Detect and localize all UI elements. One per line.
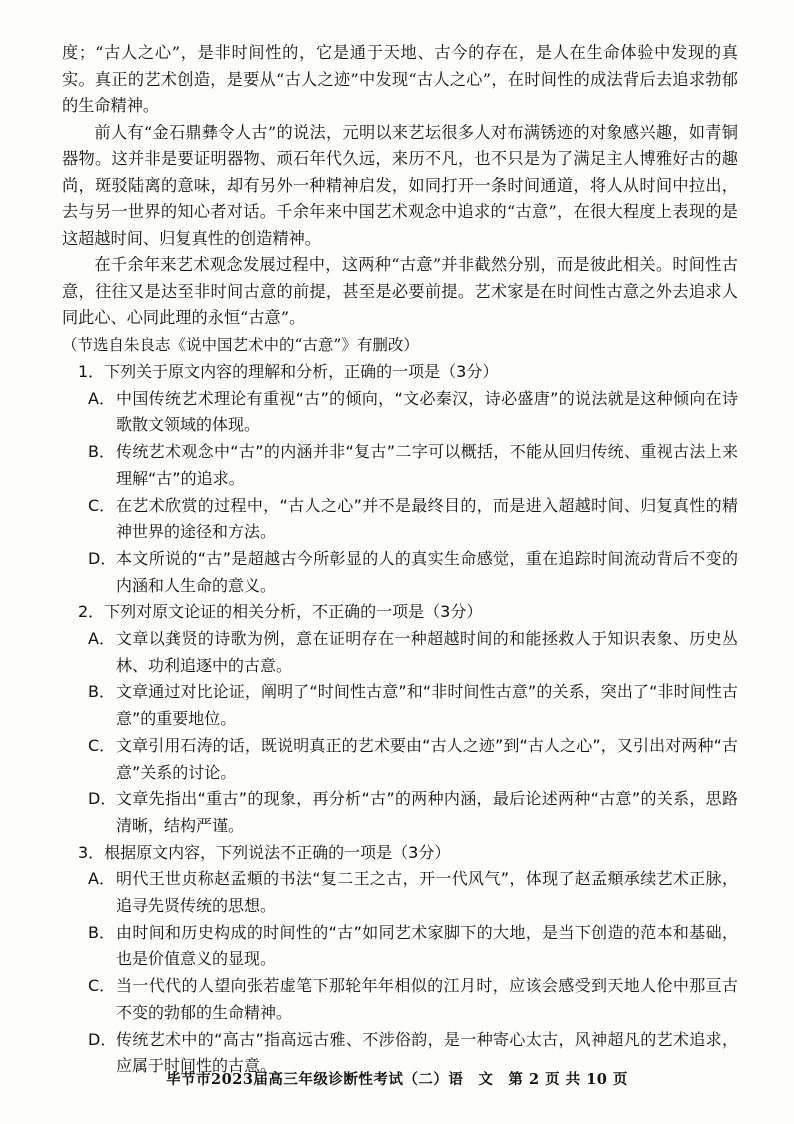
option-text: 传统艺术中的“高古”指高远古雅、不涉俗韵，是一种寄心太古，风神超凡的艺术追求，应属于时间性的古意。 <box>116 1029 738 1076</box>
option-letter: C． <box>88 495 116 515</box>
option-letter: A． <box>88 388 115 408</box>
option-letter: B． <box>88 682 115 702</box>
option-letter: D． <box>88 789 117 809</box>
option-text: 明代王世贞称赵孟頫的书法“复二王之古，开一代风气”，体现了赵孟頫承续艺术正脉，追寻先贤传统的思想。 <box>116 869 738 916</box>
passage-paragraph: 前人有“金石鼎彝令人古”的说法，元明以来艺坛很多人对布满锈迹的对象感兴趣，如青铜器物。这并非是要证明器物、顽石年代久远，来历不凡，也不只是为了满足主人博雅好古的趣尚，斑驳陆离的意味，却有另外一种精神启发，如同打开一条时间通道，将人从时间中拉出，去与另一世界的知心者对话。千余年来中国艺术观念中追求的“古意”，在很大程度上表现的是这超越时间、归复真性的创造精神。 <box>62 122 738 248</box>
question-1 <box>78 359 738 599</box>
option-text: 在艺术欣赏的过程中，“古人之心”并不是最终目的，而是进入超越时间、归复真性的精神世界的途径和方法。 <box>116 495 738 542</box>
option-c <box>78 973 738 1026</box>
page-footer: 毕节市2023届高三年级诊断性考试（二）语 文 第 2 页 共 10 页 <box>166 1071 628 1088</box>
option-text: 由时间和历史构成的时间性的“古”如同艺术家脚下的大地，是当下创造的范本和基础，也是价值意义的显现。 <box>116 922 738 969</box>
option-c <box>78 493 738 546</box>
option-text: 传统艺术观念中“古”的内涵并非“复古”二字可以概括，不能从回归传统、重视古法上来理解“古”的追求。 <box>116 442 738 488</box>
option-letter: B． <box>88 442 115 462</box>
option-a <box>78 386 738 439</box>
option-a <box>78 626 738 679</box>
option-text: 中国传统艺术理论有重视“古”的倾向，“文必秦汉，诗必盛唐”的说法就是这种倾向在诗歌散文领域的体现。 <box>116 388 738 435</box>
option-b <box>78 920 738 973</box>
question-3 <box>78 840 738 1080</box>
option-letter: A． <box>88 629 115 649</box>
option-d <box>78 546 738 599</box>
option-text: 文章先指出“重古”的现象，再分析“古”的两种内涵，最后论述两种“古意”的关系，思路清晰，结构严谨。 <box>116 789 738 835</box>
option-text: 当一代代的人望向张若虚笔下那轮年年相似的江月时，应该会感受到天地人伦中那亘古不变的勃郁的生命精神。 <box>116 976 738 1022</box>
option-letter: D． <box>88 548 117 568</box>
option-letter: C． <box>88 735 116 755</box>
question-stem: 1．下列关于原文内容的理解和分析，正确的一项是（3分） <box>78 362 499 381</box>
option-text: 文章引用石涛的话，既说明真正的艺术要由“古人之迹”到“古人之心”，又引出对两种“古意”关系的讨论。 <box>116 735 738 782</box>
option-d <box>78 786 738 839</box>
passage-paragraph: 度；“古人之心”，是非时间性的，它是通于天地、古今的存在，是人在生命体验中发现的真实。真正的艺术创造，是要从“古人之迹”中发现“古人之心”，在时间性的成法背后去追求勃郁的生命精神。 <box>62 43 738 115</box>
passage-paragraph: 在千余年来艺术观念发展过程中，这两种“古意”并非截然分别，而是彼此相关。时间性古意，往往又是达至非时间古意的前提，甚至是必要前提。艺术家是在时间性古意之外去追求人同此心、心同此理的永恒“古意”。 <box>62 255 738 327</box>
option-text: 文章以龚贤的诗歌为例，意在证明存在一种超越时间的和能拯救人于知识表象、历史丛林、功利追逐中的古意。 <box>116 629 738 675</box>
passage-source: （节选自朱良志《说中国艺术中的“古意”》有删改） <box>62 335 419 354</box>
option-b <box>78 679 738 732</box>
option-c <box>78 733 738 786</box>
option-letter: A． <box>88 869 115 889</box>
option-letter: B． <box>88 922 115 942</box>
option-letter: C． <box>88 976 116 996</box>
option-text: 文章通过对比论证，阐明了“时间性古意”和“非时间性古意”的关系，突出了“非时间性古意”的重要地位。 <box>116 682 738 729</box>
question-stem: 2．下列对原文论证的相关分析，不正确的一项是（3分） <box>78 602 483 622</box>
reading-passage <box>62 40 738 358</box>
question-stem: 3．根据原文内容，下列说法不正确的一项是（3分） <box>78 842 451 862</box>
option-text: 本文所说的“古”是超越古今所彰显的人的真实生命感觉，重在追踪时间流动背后不变的内涵和人生命的意义。 <box>116 548 738 595</box>
option-a <box>78 866 738 919</box>
question-list <box>78 359 738 1080</box>
option-b <box>78 439 738 492</box>
question-2 <box>78 599 738 839</box>
option-letter: D． <box>88 1029 117 1049</box>
